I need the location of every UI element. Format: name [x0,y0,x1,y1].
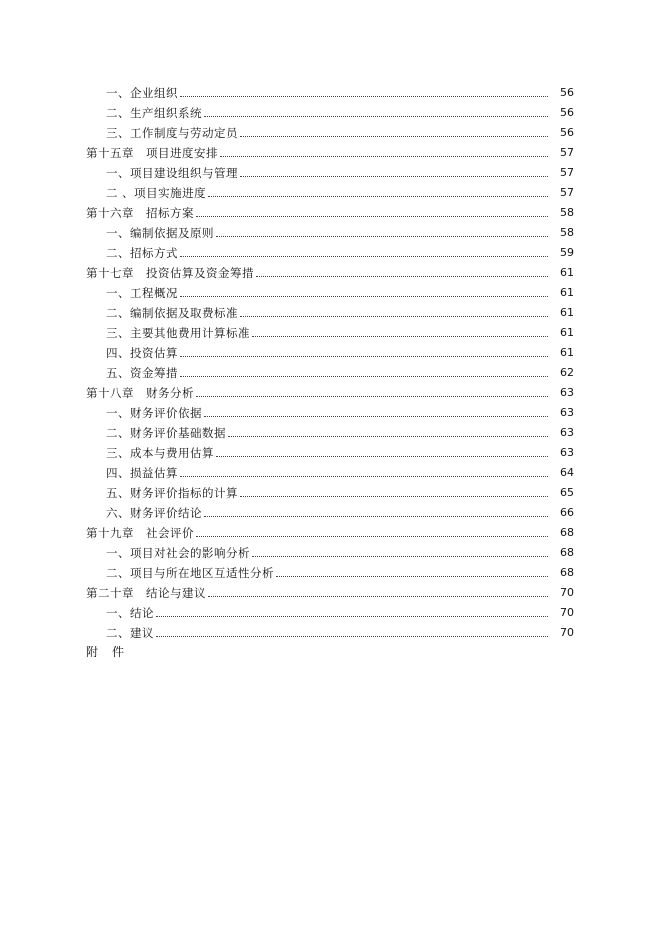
toc-dot-leader [180,375,548,377]
toc-dot-leader [196,535,548,537]
toc-entry-title: 第十五章 项目进度安排 [86,146,218,160]
toc-page-number: 61 [560,306,574,319]
toc-page-number: 56 [560,126,574,139]
toc-dot-leader [256,275,548,277]
table-of-contents [86,80,574,640]
toc-dot-leader [252,335,548,337]
toc-page-number: 59 [560,246,574,259]
toc-page-number: 58 [560,226,574,239]
toc-entry-title: 二、招标方式 [106,246,178,260]
toc-dot-leader [180,475,548,477]
toc-dot-leader [216,235,548,237]
appendix-heading: 附 件 [86,645,126,659]
toc-dot-leader [180,255,548,257]
toc-entry-title: 一、编制依据及原则 [106,226,214,240]
toc-dot-leader [252,555,548,557]
toc-entry-title: 三、工作制度与劳动定员 [106,126,238,140]
toc-entry-title: 一、工程概况 [106,286,178,300]
toc-dot-leader [204,515,548,517]
toc-section-entry[interactable] [86,300,574,320]
toc-dot-leader [196,395,548,397]
toc-dot-leader [240,135,548,137]
toc-dot-leader [204,415,548,417]
toc-page-number: 57 [560,186,574,199]
toc-page-number: 66 [560,506,574,519]
toc-page-number: 63 [560,426,574,439]
toc-dot-leader [208,595,548,597]
toc-page-number: 70 [560,586,574,599]
toc-entry-title: 三、成本与费用估算 [106,446,214,460]
toc-chapter-entry[interactable] [86,520,574,540]
toc-dot-leader [216,455,548,457]
toc-entry-title: 第二十章 结论与建议 [86,586,206,600]
toc-chapter-entry[interactable] [86,140,574,160]
toc-page-number: 61 [560,326,574,339]
toc-entry-title: 第十六章 招标方案 [86,206,194,220]
toc-dot-leader [156,615,548,617]
toc-page-number: 65 [560,486,574,499]
toc-section-entry[interactable] [86,220,574,240]
toc-entry-title: 一、结论 [106,606,154,620]
toc-entry-title: 一、企业组织 [106,86,178,100]
toc-section-entry[interactable] [86,180,574,200]
toc-section-entry[interactable] [86,400,574,420]
toc-page-number: 62 [560,366,574,379]
toc-chapter-entry[interactable] [86,380,574,400]
toc-dot-leader [180,355,548,357]
toc-entry-title: 二、生产组织系统 [106,106,202,120]
toc-dot-leader [240,495,548,497]
toc-section-entry[interactable] [86,420,574,440]
toc-page-number: 61 [560,346,574,359]
toc-section-entry[interactable] [86,480,574,500]
toc-section-entry[interactable] [86,240,574,260]
toc-chapter-entry[interactable] [86,260,574,280]
toc-entry-title: 一、项目对社会的影响分析 [106,546,250,560]
toc-entry-title: 五、财务评价指标的计算 [106,486,238,500]
toc-section-entry[interactable] [86,500,574,520]
toc-entry-title: 六、财务评价结论 [106,506,202,520]
toc-page-number: 63 [560,406,574,419]
toc-section-entry[interactable] [86,80,574,100]
toc-entry-title: 四、投资估算 [106,346,178,360]
toc-page-number: 61 [560,266,574,279]
toc-entry-title: 一、财务评价依据 [106,406,202,420]
toc-dot-leader [180,95,548,97]
toc-entry-title: 二、编制依据及取费标准 [106,306,238,320]
toc-entry-title: 二、项目与所在地区互适性分析 [106,566,274,580]
toc-dot-leader [156,635,548,637]
toc-section-entry[interactable] [86,120,574,140]
toc-dot-leader [180,295,548,297]
toc-section-entry[interactable] [86,360,574,380]
toc-entry-title: 第十九章 社会评价 [86,526,194,540]
toc-page-number: 57 [560,166,574,179]
toc-chapter-entry[interactable] [86,580,574,600]
toc-page-number: 64 [560,466,574,479]
toc-page-number: 63 [560,386,574,399]
toc-entry-title: 四、损益估算 [106,466,178,480]
toc-page-number: 68 [560,546,574,559]
toc-page-number: 63 [560,446,574,459]
toc-section-entry[interactable] [86,280,574,300]
toc-section-entry[interactable] [86,600,574,620]
toc-section-entry[interactable] [86,620,574,640]
toc-page-number: 70 [560,606,574,619]
toc-entry-title: 第十七章 投资估算及资金筹措 [86,266,254,280]
toc-entry-title: 二、建议 [106,626,154,640]
toc-dot-leader [276,575,548,577]
toc-entry-title: 第十八章 财务分析 [86,386,194,400]
toc-entry-title: 五、资金筹措 [106,366,178,380]
toc-page-number: 61 [560,286,574,299]
toc-section-entry[interactable] [86,160,574,180]
toc-page-number: 56 [560,86,574,99]
toc-dot-leader [228,435,548,437]
toc-page-number: 57 [560,146,574,159]
toc-page-number: 68 [560,526,574,539]
toc-section-entry[interactable] [86,540,574,560]
toc-dot-leader [196,215,548,217]
toc-entry-title: 二 、项目实施进度 [106,186,207,200]
toc-section-entry[interactable] [86,440,574,460]
toc-entry-title: 一、项目建设组织与管理 [106,166,238,180]
toc-entry-title: 三、主要其他费用计算标准 [106,326,250,340]
toc-page-number: 56 [560,106,574,119]
toc-section-entry[interactable] [86,340,574,360]
toc-section-entry[interactable] [86,460,574,480]
toc-dot-leader [204,115,548,117]
toc-page-number: 68 [560,566,574,579]
toc-page-number: 58 [560,206,574,219]
toc-section-entry[interactable] [86,560,574,580]
toc-dot-leader [220,155,548,157]
toc-dot-leader [240,315,548,317]
toc-dot-leader [240,175,548,177]
toc-page-number: 70 [560,626,574,639]
toc-section-entry[interactable] [86,100,574,120]
toc-section-entry[interactable] [86,320,574,340]
toc-chapter-entry[interactable] [86,200,574,220]
toc-dot-leader [208,195,548,197]
toc-entry-title: 二、财务评价基础数据 [106,426,226,440]
